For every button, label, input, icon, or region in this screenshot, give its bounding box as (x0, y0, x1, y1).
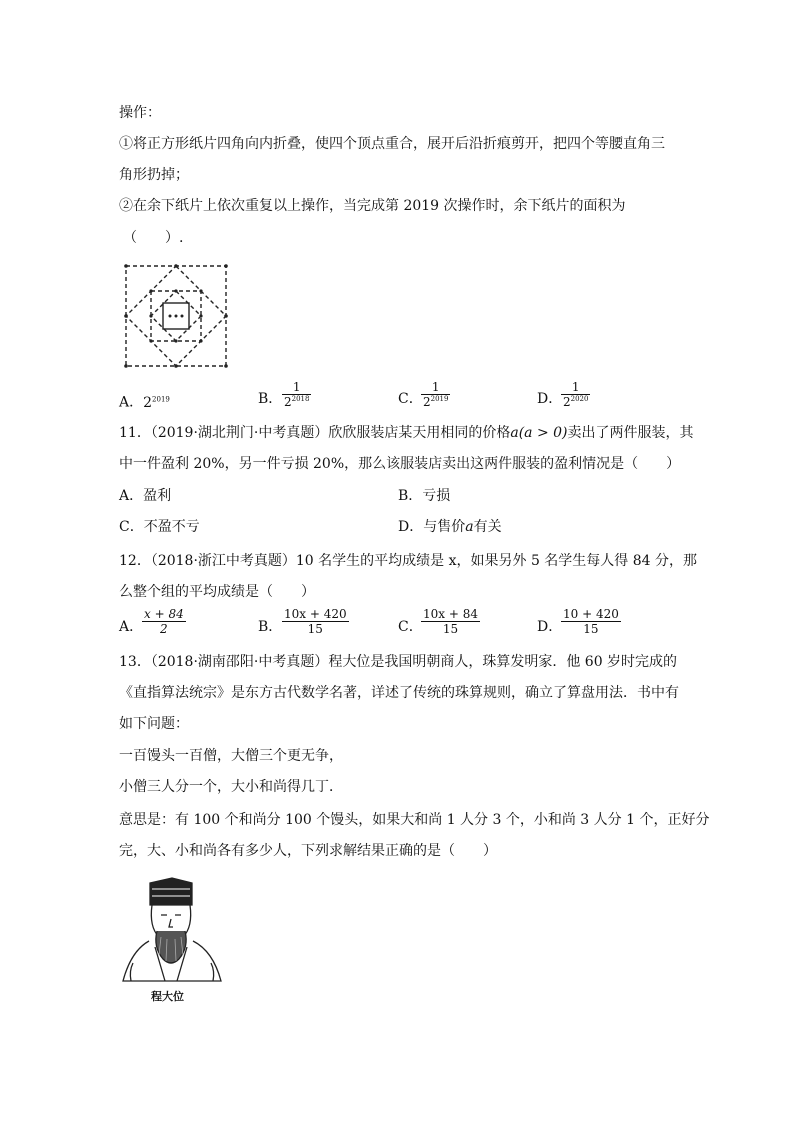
portrait-caption: 程大位 (151, 990, 184, 1003)
q11-option-d[interactable]: D．与售价a有关 (398, 519, 502, 535)
q13-poem-line-2: 小僧三人分一个，大小和尚得几丁． (119, 779, 343, 795)
q12-option-a[interactable]: A． (119, 619, 144, 635)
answer-blank: （ ）. (123, 230, 184, 246)
nested-squares-figure (122, 262, 230, 370)
q11-option-b[interactable]: B．亏损 (398, 488, 451, 504)
q10-option-b-fraction: $\frac{1}{2^{2018}}$ (284, 380, 310, 409)
q10-option-d[interactable]: D． (537, 391, 563, 407)
q12-option-c[interactable]: C． (398, 619, 423, 635)
q10-option-c[interactable]: C． (398, 391, 423, 407)
q13-line-2: 《直指算法统宗》是东方古代数学名著，详述了传统的珠算规则，确立了算盘用法．书中有 (119, 685, 679, 701)
q11-option-a[interactable]: A．盈利 (119, 488, 172, 504)
step1-line-b: 角形扔掉； (119, 167, 189, 183)
operation-label: 操作： (119, 105, 161, 121)
q13-line-3: 如下问题： (119, 716, 189, 732)
q12-option-a-fraction: $\frac{x + 84}{2}$ (144, 607, 184, 636)
q13-meaning-line-1: 意思是：有 100 个和尚分 100 个馒头，如果大和尚 1 人分 3 个，小和尚 3 人分 1 个，正好分 (119, 812, 710, 828)
q11-option-c[interactable]: C．不盈不亏 (119, 519, 200, 535)
q10-option-c-fraction: $\frac{1}{2^{2019}}$ (423, 380, 449, 409)
q13-line-1: 13．（2018·湖南邵阳·中考真题）程大位是我国明朝商人，珠算发明家．他 60 岁时完成的 (119, 654, 678, 670)
q12-option-b-fraction: $\frac{10x + 420}{15}$ (284, 607, 347, 636)
q12-option-d[interactable]: D． (537, 619, 563, 635)
q11-line-2: 中一件盈利 20%，另一件亏损 20%，那么该服装店卖出这两件服装的盈利情况是（ ） (119, 456, 681, 472)
q13-poem-line-1: 一百馒头一百僧，大僧三个更无争， (119, 748, 343, 764)
q12-option-c-fraction: $\frac{10x + 84}{15}$ (423, 607, 478, 636)
q12-line-2: 么整个组的平均成绩是（ ） (119, 584, 315, 600)
step1-line-a: ①将正方形纸片四角向内折叠，使四个顶点重合，展开后沿折痕剪开，把四个等腰直角三 (119, 136, 665, 152)
q12-option-d-fraction: $\frac{10 + 420}{15}$ (563, 607, 619, 636)
hat-icon (150, 878, 192, 905)
q10-option-d-fraction: $\frac{1}{2^{2020}}$ (563, 380, 589, 409)
q13-meaning-line-2: 完，大、小和尚各有多少人，下列求解结果正确的是（ ） (119, 843, 497, 859)
q11-line-1: 11．（2019·湖北荆门·中考真题）欣欣服装店某天用相同的价格a(a > 0)卖出了两件服装，其 (119, 425, 694, 441)
q10-option-a[interactable]: A．$2^{2019}$ (119, 394, 170, 411)
q12-option-b[interactable]: B． (258, 619, 283, 635)
step2-line: ②在余下纸片上依次重复以上操作，当完成第 2019 次操作时，余下纸片的面积为 (119, 198, 626, 214)
q10-option-b[interactable]: B． (258, 391, 283, 407)
q12-line-1: 12．（2018·浙江中考真题）10 名学生的平均成绩是 x，如果另外 5 名学生每人得 84 分，那 (119, 553, 698, 569)
cheng-dawei-portrait (119, 875, 225, 987)
